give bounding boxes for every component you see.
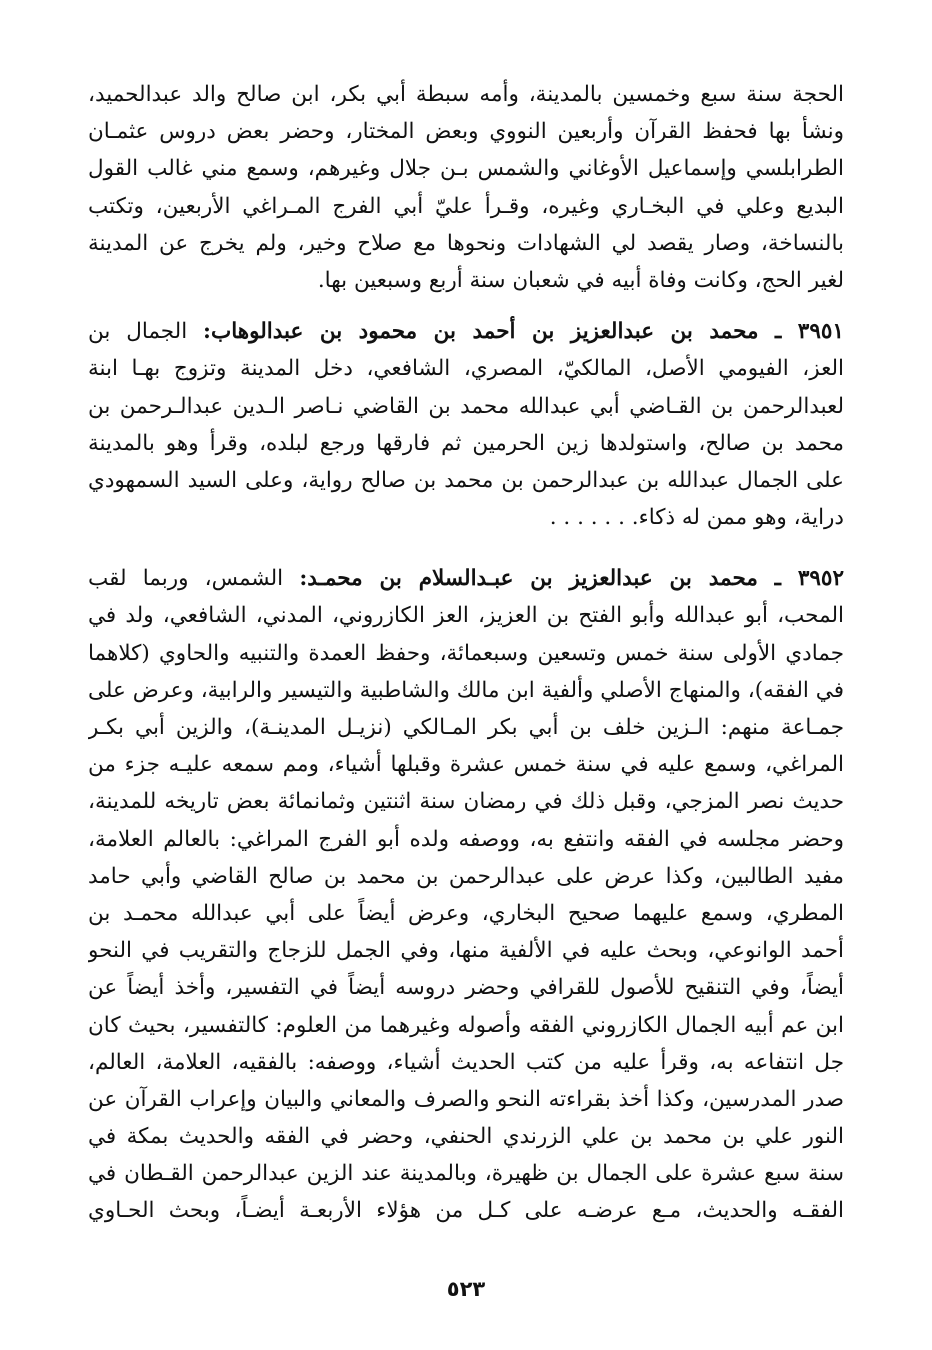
text-line: صدر المدرسين، وكذا أخذ بقراءته النحو والصرف والمعاني والبيان وإعراب القرآن عن — [88, 1086, 844, 1112]
paragraph-continuation — [88, 76, 844, 299]
page-number: ٥٢٣ — [446, 1277, 486, 1301]
biography-entry-3951 — [88, 313, 844, 536]
paragraph-gap — [88, 536, 844, 560]
entry-heading-rest: الجمال بن — [88, 319, 188, 345]
text-line: سنة سبع عشرة على الجمال بن ظهيرة، وبالمدينة عند الزين عبدالرحمن القـطان في — [88, 1161, 844, 1187]
text-line: محمد بن صالح، واستولدها زين الحرمين ثم فارقها ورجع لبلده، وقرأ وهو بالمدينة — [88, 430, 844, 456]
text-line: لعبدالرحمن بن القـاضي أبي عبدالله محمد بن القاضي نـاصر الـدين عبدالـرحمن بن — [88, 393, 844, 419]
text-line: ونشأ بها فحفظ القرآن وأربعين النووي وبعض المختار، وحضر بعض دروس عثمـان — [88, 119, 844, 145]
text-line: ابن عم أبيه الجمال الكازروني الفقه وأصوله وغيرهما من العلوم: كالتفسير، بحيث كان — [88, 1012, 844, 1038]
text-line: جمـاعة منهم: الـزين خلف بن أبي بكر المـالكي (نزيـل المدينـة)، والزين أبي بكـر — [88, 715, 844, 740]
text-line: المطري، وسمع عليهما صحيح البخاري، وعرض أيضاً على أبي عبدالله محمـد بن — [88, 900, 844, 926]
text-line: جل انتفاعه به، وقرأ عليه من كتب الحديث أشياء، ووصفه: بالفقيه، العلامة، العالم، — [88, 1049, 844, 1075]
page-body — [88, 76, 844, 1306]
text-line: جمادي الأولى سنة خمس وتسعين وسبعمائة، وحفظ العمدة والتنبيه والحاوي (كلاهما — [88, 640, 844, 666]
text-line: على الجمال عبدالله بن عبدالرحمن بن محمد بن صالح رواية، وعلى السيد السمهودي — [88, 467, 844, 493]
entry-heading: ٣٩٥٢ ـ محمد بن عبدالعزيز بن عبـدالسلام بن محمـد: — [299, 566, 844, 592]
text-line: في الفقه)، والمنهاج الأصلي وألفية ابن مالك والشاطبية والتيسير والرابية، وعرض على — [88, 677, 844, 703]
text-line: المراغي، وسمع عليه في سنة خمس عشرة وقبلها أشياء، ومم سمعه عليـه جزء من — [88, 752, 844, 778]
text-line: الطرابلسي وإسماعيل الأوغاني والشمس بـن جلال وغيرهم، وسمع مني غالب القول — [88, 156, 844, 182]
text-line: البديع وعلي في البخـاري وغيره، وقـرأ عليّ أبي الفرج المـراغي الأربعين، وتكتب — [88, 193, 844, 219]
text-line: الحجة سنة سبع وخمسين بالمدينة، وأمه سبطة أبي بكر، ابن صالح والد عبدالحميد، — [88, 82, 844, 107]
text-line: بالنساخة، وصار يقصد لي الشهادات ونحوها مع صلاح وخير، ولم يخرج عن المدينة — [88, 230, 844, 256]
text-line: المحب، أبو عبدالله وأبو الفتح بن العزيز، العز الكازروني، المدني، الشافعي، ولد في — [88, 603, 844, 629]
entry-heading-rest: الشمس، وربما لقب — [88, 566, 284, 592]
text-line: لغير الحج، وكانت وفاة أبيه في شعبان سنة أربع وسبعين بها. — [317, 267, 844, 293]
text-line: العز، الفيومي الأصل، المالكيّ، المصري، الشافعي، دخل المدينة وتزوج بهـا ابنة — [88, 356, 844, 382]
entry-heading: ٣٩٥١ ـ محمد بن عبدالعزيز بن أحمد بن محمود بن عبدالوهاب: — [203, 319, 844, 345]
text-line: النور علي بن محمد بن علي الزرندي الحنفي، وحضر في الفقه والحديث بمكة في — [88, 1124, 844, 1150]
text-line: حديث نصر المزجي، وقبل ذلك في رمضان سنة اثنتين وثمانمائة بعض تاريخه للمدينة، — [88, 789, 844, 815]
entry-first-line — [88, 560, 844, 597]
text-line: مفيد الطالبين، وكذا عرض على عبدالرحمن بن محمد بن صالح القاضي وأبي حامد — [88, 863, 844, 889]
text-line: الفقـه والحديث، مـع عرضـه على كـل من هؤلاء الأربعـة أيضـاً، وبحث الحـاوي — [88, 1198, 844, 1224]
text-line: دراية، وهو ممن له ذكاء. . . . . . . — [549, 505, 844, 531]
biography-entry-3952 — [88, 560, 844, 1229]
text-line: أحمد الوانوعي، وبحث عليه في الألفية منها، وفي الجمل للزجاج والتقريب في النحو — [88, 938, 844, 964]
text-line: وحضر مجلسه في الفقه وانتفع به، ووصفه ولده أبو الفرج المراغي: بالعالم العلامة، — [88, 826, 844, 852]
text-line: أيضاً، وفي التنقيح للأصول للقرافي وحضر دروسه أيضاً في التفسير، وأخذ أيضاً عن — [88, 975, 844, 1001]
paragraph-gap — [88, 299, 844, 313]
entry-first-line — [88, 313, 844, 350]
